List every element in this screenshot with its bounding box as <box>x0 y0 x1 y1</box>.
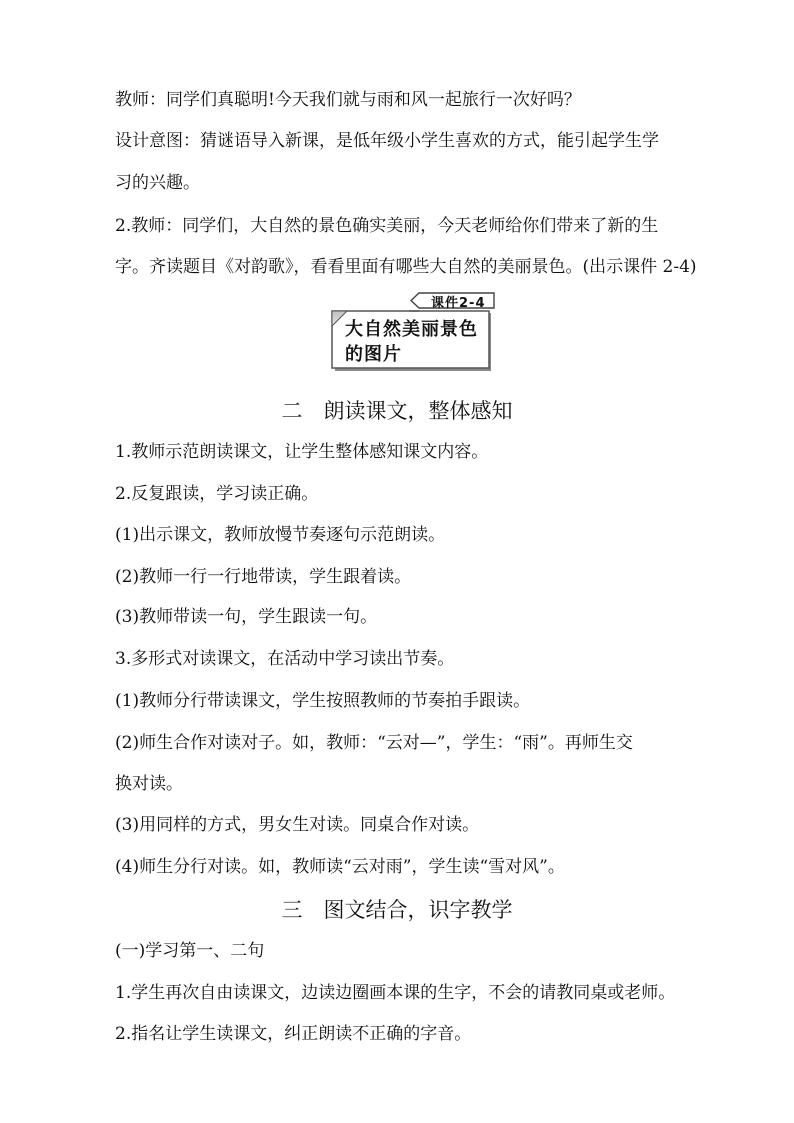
intro-design-intent-line-1: 设计意图：猜谜语导入新课，是低年级小学生喜欢的方式，能引起学生学 <box>115 131 659 151</box>
intro-paragraph-3-line-1: 2.教师：同学们，大自然的景色确实美丽，今天老师给你们带来了新的生 <box>115 216 659 236</box>
section-2-item: 2.反复跟读，学习读正确。 <box>115 484 319 504</box>
section-3-item: 2.指名让学生读课文，纠正朗读不正确的字音。 <box>115 1024 472 1044</box>
section-2-item: (1)出示课文，教师放慢节奏逐句示范朗读。 <box>115 525 446 545</box>
section-2-item: (2)教师一行一行地带读，学生跟着读。 <box>115 567 412 587</box>
section-2-item: (2)师生合作对读对子。如，教师：“云对—”，学生：“雨”。再师生交 <box>115 733 633 753</box>
intro-paragraph-1: 教师：同学们真聪明!今天我们就与雨和风一起旅行一次好吗？ <box>115 90 581 110</box>
section-2-item: (3)用同样的方式，男女生对读。同桌合作对读。 <box>115 815 480 835</box>
section-2-item: 换对读。 <box>115 774 183 794</box>
intro-design-intent-line-2: 习的兴趣。 <box>115 173 200 193</box>
section-2-item: (3)教师带读一句，学生跟读一句。 <box>115 607 378 627</box>
intro-paragraph-3-line-2: 字。齐读题目《对韵歌》，看看里面有哪些大自然的美丽景色。(出示课件 2-4) <box>115 257 697 277</box>
section-3-item: 1.学生再次自由读课文，边读边圈画本课的生字，不会的请教同桌或老师。 <box>115 983 676 1003</box>
section-2-heading: 二 朗读课文，整体感知 <box>281 399 513 423</box>
courseware-line-2: 的图片 <box>345 344 402 365</box>
section-3-item: (一)学习第一、二句 <box>115 941 265 961</box>
section-3-heading: 三 图文结合，识字教学 <box>281 898 513 922</box>
section-2-item: 1.教师示范朗读课文，让学生整体感知课文内容。 <box>115 442 489 462</box>
courseware-line-1: 大自然美丽景色 <box>345 319 478 340</box>
courseware-card <box>331 291 498 373</box>
courseware-label: 课件2-4 <box>431 296 486 311</box>
section-2-item: (1)教师分行带读课文，学生按照教师的节奏拍手跟读。 <box>115 691 531 711</box>
section-2-item: 3.多形式对读课文，在活动中学习读出节奏。 <box>115 649 455 669</box>
section-2-item: (4)师生分行对读。如，教师读“云对雨”，学生读“雪对风”。 <box>115 857 565 877</box>
